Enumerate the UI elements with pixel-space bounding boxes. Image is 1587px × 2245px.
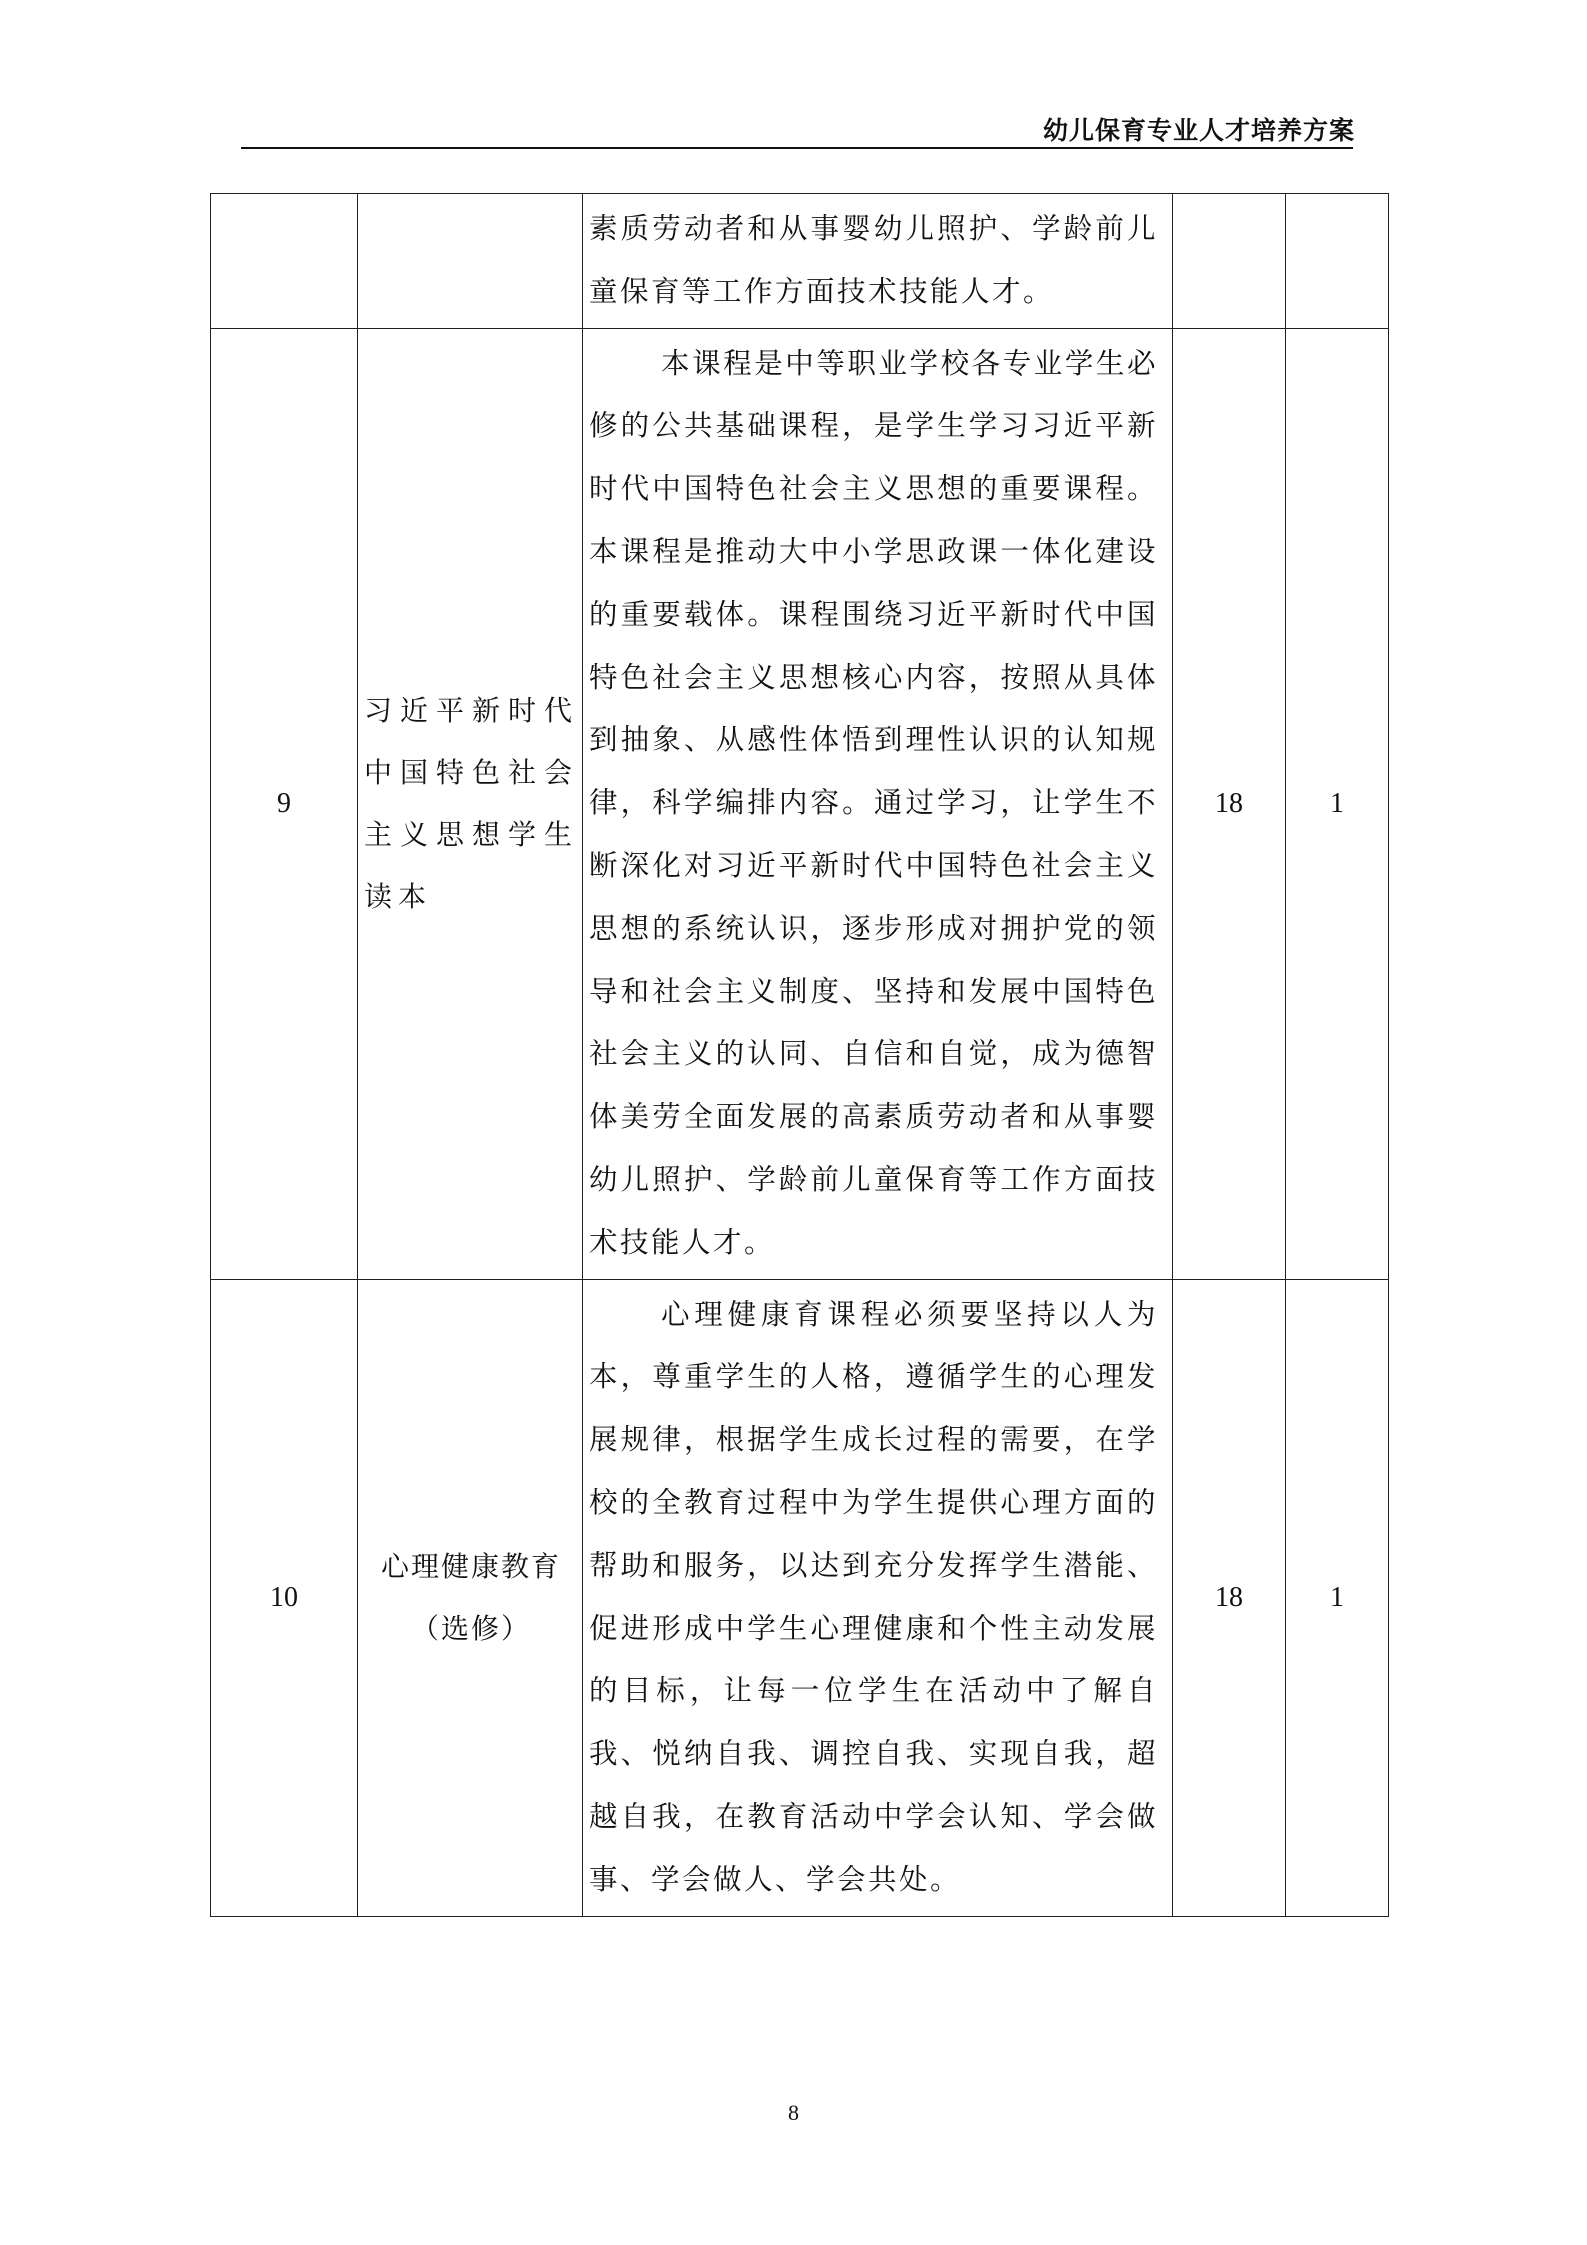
course-hours-cell: 18 <box>1173 1279 1286 1916</box>
course-credits-cell <box>1286 194 1389 329</box>
course-number-cell <box>211 194 358 329</box>
course-description-cell <box>583 194 1173 329</box>
course-hours-cell <box>1173 194 1286 329</box>
course-description-cell <box>583 1279 1173 1916</box>
course-number-cell: 10 <box>211 1279 358 1916</box>
course-description-cell <box>583 328 1173 1279</box>
course-name-cell: 心理健康教育（选修） <box>358 1279 583 1916</box>
course-credits-cell: 1 <box>1286 328 1389 1279</box>
course-description-text: 素质劳动者和从事婴幼儿照护、学龄前儿童保育等工作方面技术技能人才。 <box>589 212 1158 308</box>
course-hours-cell: 18 <box>1173 328 1286 1279</box>
page-number: 8 <box>788 2100 799 2125</box>
course-name-cell: 习近平新时代中国特色社会主义思想学生读本 <box>358 328 583 1279</box>
table-row <box>211 194 1389 329</box>
course-credits-cell: 1 <box>1286 1279 1389 1916</box>
course-table <box>210 193 1389 1917</box>
course-description-text: 心理健康育课程必须要坚持以人为本，尊重学生的人格，遵循学生的心理发展规律，根据学生成长过程的需要，在学校的全教育过程中为学生提供心理方面的帮助和服务，以达到充分发挥学生潜能、促进形成中学生心理健康和个性主动发展的目标，让每一位学生在活动中了解自我、悦纳自我、调控自我、实现自我，超越自我，在教育活动中学会认知、学会做事、学会做人、学会共处。 <box>589 1297 1158 1896</box>
course-number-cell: 9 <box>211 328 358 1279</box>
table-row <box>211 328 1389 1279</box>
course-description-text: 本课程是中等职业学校各专业学生必修的公共基础课程，是学生学习习近平新时代中国特色社会主义思想的重要课程。本课程是推动大中小学思政课一体化建设的重要载体。课程围绕习近平新时代中国特色社会主义思想核心内容，按照从具体到抽象、从感性体悟到理性认识的认知规律，科学编排内容。通过学习，让学生不断深化对习近平新时代中国特色社会主义思想的系统认识，逐步形成对拥护党的领导和社会主义制度、坚持和发展中国特色社会主义的认同、自信和自觉，成为德智体美劳全面发展的高素质劳动者和从事婴幼儿照护、学龄前儿童保育等工作方面技术技能人才。 <box>589 346 1158 1259</box>
course-name-cell <box>358 194 583 329</box>
header-divider <box>241 147 1353 149</box>
header-title: 幼儿保育专业人才培养方案 <box>1042 116 1355 145</box>
table-row <box>211 1279 1389 1916</box>
